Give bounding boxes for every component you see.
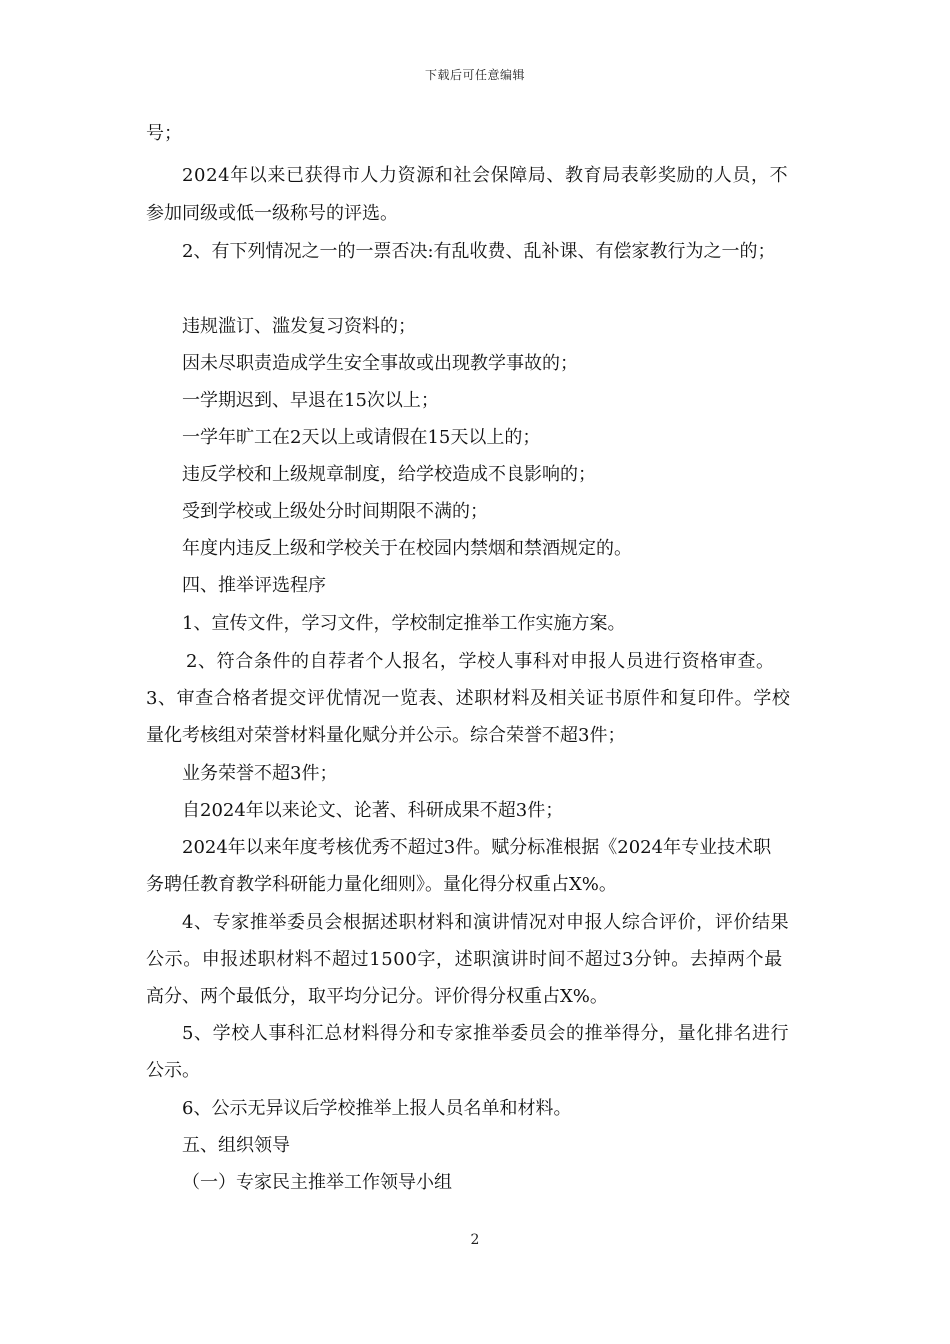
paragraph-line: 号；: [146, 123, 182, 144]
paragraph-line: 一学期迟到、早退在15次以上；: [182, 390, 439, 411]
paragraph-line: 2024年以来已获得市人力资源和社会保障局、教育局表彰奖励的人员，不: [182, 165, 789, 186]
paragraph-line: 公示。申报述职材料不超过1500字，述职演讲时间不超过3分钟。去掉两个最: [146, 949, 783, 970]
paragraph-line: 年度内违反上级和学校关于在校园内禁烟和禁酒规定的。: [182, 538, 632, 559]
paragraph-line: 2024年以来年度考核优秀不超过3件。赋分标准根据《2024年专业技术职: [182, 837, 772, 858]
paragraph-line: 高分、两个最低分，取平均分记分。评价得分权重占X%。: [146, 986, 608, 1007]
paragraph-line: 务聘任教育教学科研能力量化细则》。量化得分权重占X%。: [146, 874, 617, 895]
paragraph-line: 4、专家推举委员会根据述职材料和演讲情况对申报人综合评价，评价结果: [182, 912, 790, 933]
paragraph-line: 2、符合条件的自荐者个人报名，学校人事科对申报人员进行资格审查。: [186, 651, 775, 672]
paragraph-line: 违规滥订、滥发复习资料的；: [182, 316, 416, 337]
paragraph-line: 量化考核组对荣誉材料量化赋分并公示。综合荣誉不超3件；: [146, 725, 626, 746]
paragraph-line: 违反学校和上级规章制度，给学校造成不良影响的；: [182, 464, 596, 485]
paragraph-line: 受到学校或上级处分时间期限不满的；: [182, 501, 488, 522]
paragraph-line: 一学年旷工在2天以上或请假在15天以上的；: [182, 427, 541, 448]
paragraph-line: 公示。: [146, 1060, 200, 1081]
paragraph-line: 自2024年以来论文、论著、科研成果不超3件；: [182, 800, 564, 821]
paragraph-line: 6、公示无异议后学校推举上报人员名单和材料。: [182, 1098, 572, 1119]
paragraph-line: 5、学校人事科汇总材料得分和专家推举委员会的推举得分，量化排名进行: [182, 1023, 790, 1044]
paragraph-line: 1、宣传文件，学习文件，学校制定推举工作实施方案。: [182, 613, 626, 634]
paragraph-line: 参加同级或低一级称号的评选。: [146, 203, 398, 224]
paragraph-line: 业务荣誉不超3件；: [182, 763, 338, 784]
section-heading: 四、推举评选程序: [182, 575, 326, 596]
page-header: 下载后可任意编辑: [424, 68, 525, 82]
paragraph-line: 因未尽职责造成学生安全事故或出现教学事故的；: [182, 353, 578, 374]
paragraph-line: 3、审查合格者提交评优情况一览表、述职材料及相关证书原件和复印件。学校: [146, 688, 791, 709]
paragraph-line: 2、有下列情况之一的一票否决:有乱收费、乱补课、有偿家教行为之一的；: [182, 241, 776, 262]
subsection-heading: （一）专家民主推举工作领导小组: [182, 1172, 452, 1193]
page-number: 2: [470, 1232, 480, 1248]
section-heading: 五、组织领导: [182, 1135, 290, 1156]
